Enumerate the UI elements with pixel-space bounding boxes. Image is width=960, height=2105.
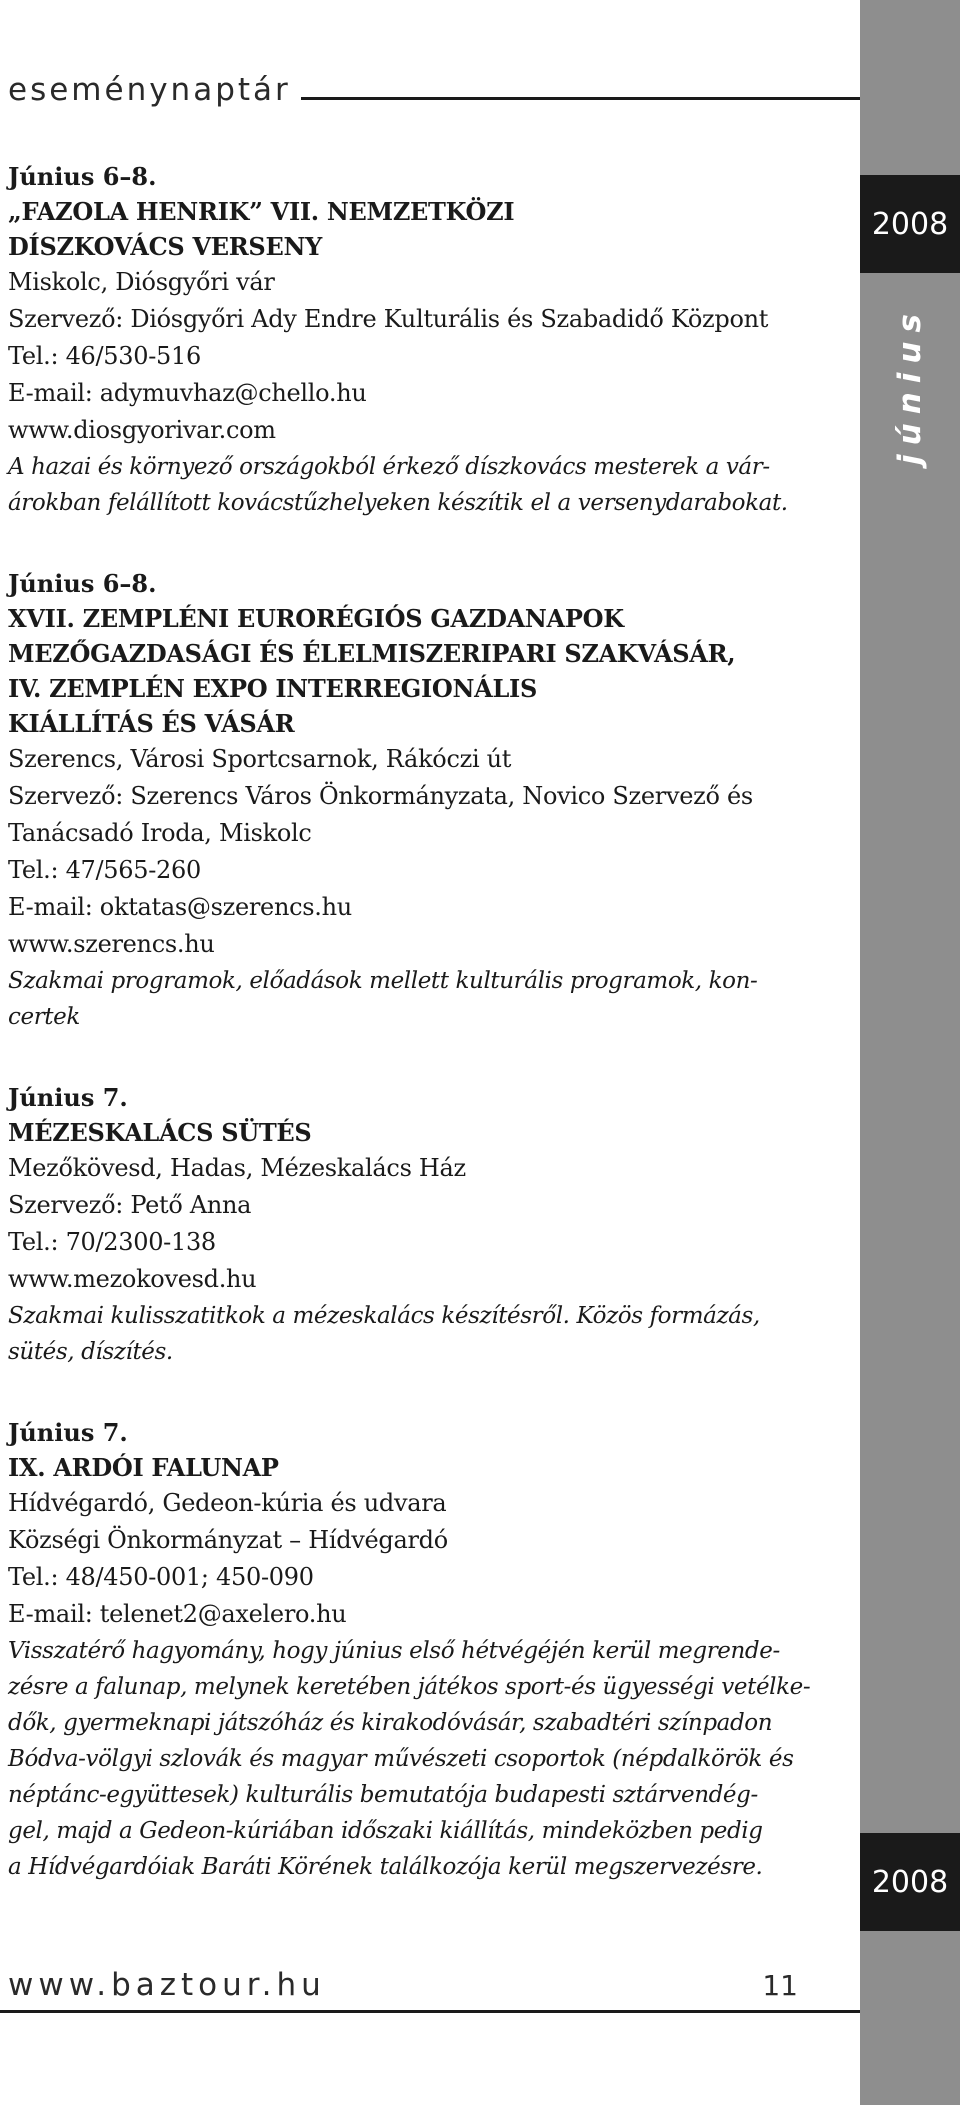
page-footer	[8, 1963, 798, 2007]
event-date: Június 7.	[8, 1418, 128, 1447]
event-description: certek	[8, 1004, 80, 1030]
event-description: Visszatérő hagyomány, hogy június első hétvégéjén kerül megrende-	[8, 1638, 780, 1664]
month-label	[860, 300, 960, 470]
event-description: sütés, díszítés.	[8, 1339, 173, 1365]
event-description: Szakmai kulisszatitkok a mézeskalács készítésről. Közös formázás,	[8, 1303, 760, 1329]
event-info: Tel.: 46/530-516	[8, 342, 201, 370]
event-entry	[8, 160, 846, 521]
event-description: árokban felállított kovácstűzhelyeken készítik el a versenydarabokat.	[8, 490, 788, 516]
event-description: A hazai és környező országokból érkező díszkovács mesterek a vár-	[8, 454, 770, 480]
year-badge-top: 2008	[860, 175, 960, 273]
event-list	[8, 160, 846, 1931]
year-badge-bottom: 2008	[860, 1833, 960, 1931]
event-date: Június 6–8.	[8, 569, 157, 598]
event-date: Június 7.	[8, 1083, 128, 1112]
event-info: Tel.: 48/450-001; 450-090	[8, 1563, 314, 1591]
event-description: a Hídvégardóiak Baráti Körének találkozója kerül megszervezésre.	[8, 1854, 763, 1880]
event-date: Június 6–8.	[8, 162, 157, 191]
event-description: Bódva-völgyi szlovák és magyar művészeti csoportok (népdalkörök és	[8, 1746, 794, 1772]
footer-rule	[0, 2010, 860, 2013]
header-rule	[301, 97, 860, 100]
event-info: Miskolc, Diósgyőri vár	[8, 268, 275, 296]
event-info: www.szerencs.hu	[8, 930, 215, 958]
event-info: Hídvégardó, Gedeon-kúria és udvara	[8, 1489, 447, 1517]
event-title: IX. ARDÓI FALUNAP	[8, 1453, 279, 1482]
footer-website: www.baztour.hu	[8, 1967, 326, 2003]
event-entry	[8, 1416, 846, 1885]
page-header	[8, 62, 860, 108]
event-info: Szervező: Diósgyőri Ady Endre Kulturális és Szabadidő Központ	[8, 305, 769, 333]
event-info: Tel.: 47/565-260	[8, 856, 201, 884]
sidebar	[860, 0, 960, 2105]
event-title: „FAZOLA HENRIK” VII. NEMZETKÖZI	[8, 197, 515, 226]
event-info: Mezőkövesd, Hadas, Mézeskalács Ház	[8, 1154, 466, 1182]
event-info: Tanácsadó Iroda, Miskolc	[8, 819, 312, 847]
event-info: E-mail: oktatas@szerencs.hu	[8, 893, 352, 921]
month-label-text: június	[892, 305, 929, 465]
event-title: DÍSZKOVÁCS VERSENY	[8, 232, 322, 261]
event-info: E-mail: telenet2@axelero.hu	[8, 1600, 347, 1628]
event-info: Tel.: 70/2300-138	[8, 1228, 216, 1256]
event-info: Szerencs, Városi Sportcsarnok, Rákóczi út	[8, 745, 512, 773]
event-title: KIÁLLÍTÁS ÉS VÁSÁR	[8, 709, 295, 738]
event-info: www.mezokovesd.hu	[8, 1265, 257, 1293]
event-info: Községi Önkormányzat – Hídvégardó	[8, 1526, 448, 1554]
page-number: 11	[762, 1968, 798, 2002]
event-description: dők, gyermeknapi játszóház és kirakodóvásár, szabadtéri színpadon	[8, 1710, 773, 1736]
event-title: MÉZESKALÁCS SÜTÉS	[8, 1118, 312, 1147]
event-info: Szervező: Szerencs Város Önkormányzata, Novico Szervező és	[8, 782, 753, 810]
event-info: E-mail: adymuvhaz@chello.hu	[8, 379, 367, 407]
section-label: eseménynaptár	[8, 72, 291, 108]
event-entry	[8, 1081, 846, 1370]
event-title: MEZŐGAZDASÁGI ÉS ÉLELMISZERIPARI SZAKVÁSÁR,	[8, 639, 736, 668]
event-description: Szakmai programok, előadások mellett kulturális programok, kon-	[8, 968, 758, 994]
event-title: XVII. ZEMPLÉNI EURORÉGIÓS GAZDANAPOK	[8, 604, 624, 633]
event-description: zésre a falunap, melynek keretében játékos sport-és ügyességi vetélke-	[8, 1674, 811, 1700]
event-title: IV. ZEMPLÉN EXPO INTERREGIONÁLIS	[8, 674, 537, 703]
event-description: néptánc-együttesek) kulturális bemutatója budapesti sztárvendég-	[8, 1782, 758, 1808]
event-entry	[8, 567, 846, 1035]
event-description: gel, majd a Gedeon-kúriában időszaki kiállítás, mindeközben pedig	[8, 1818, 763, 1844]
event-info: www.diosgyorivar.com	[8, 416, 276, 444]
event-info: Szervező: Pető Anna	[8, 1191, 252, 1219]
